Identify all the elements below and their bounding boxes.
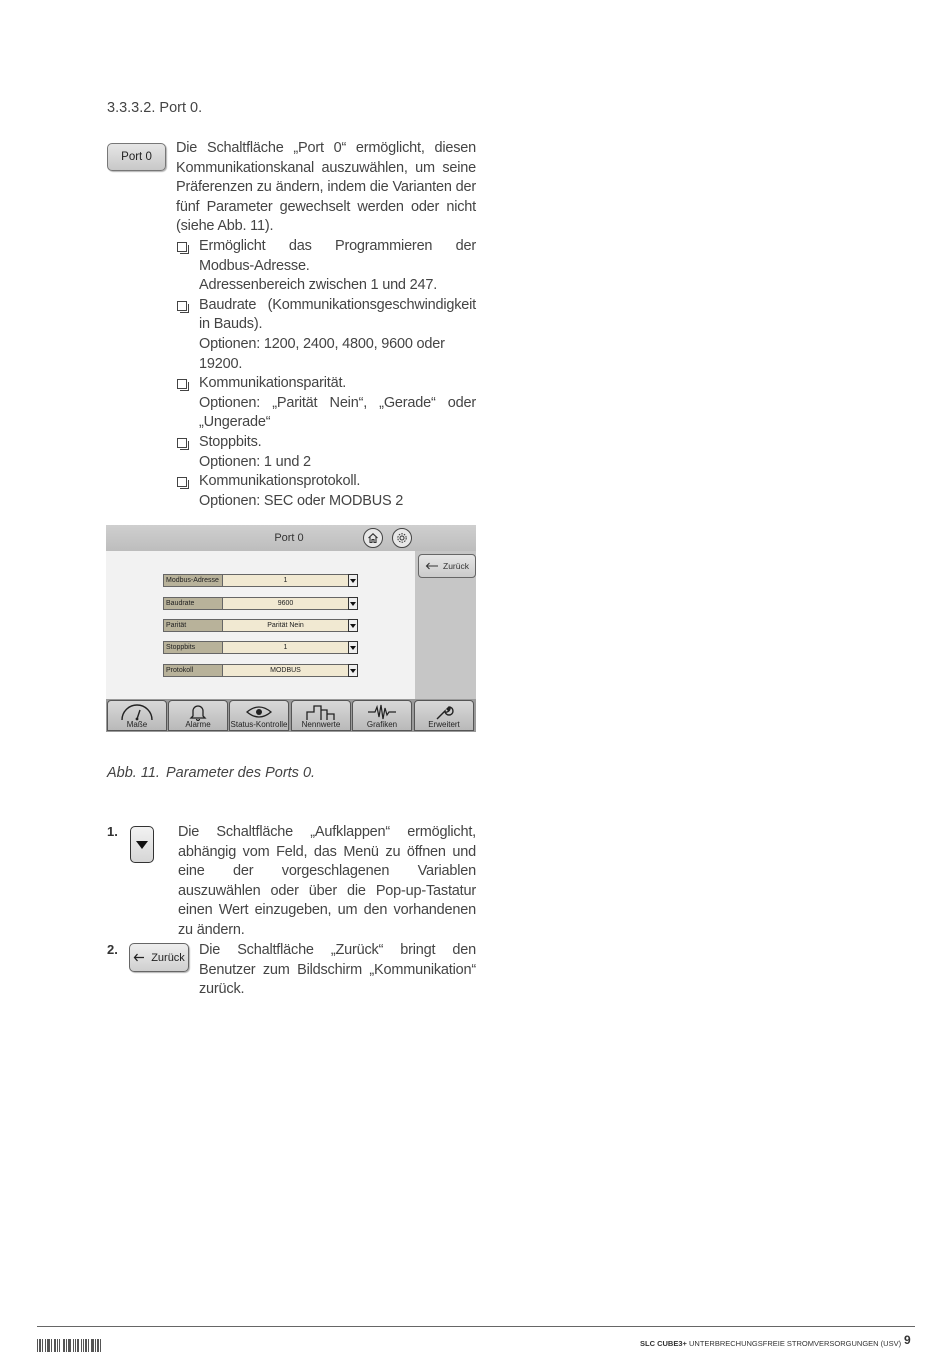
- intro-paragraph: Die Schaltfläche „Port 0“ ermöglicht, diesen Kommunikationskanal auszuwählen, um seine Präferenzen zu ändern, indem die Varianten der fünf Parameter gewechselt werden oder nicht (siehe Abb. 11).: [176, 140, 476, 235]
- figure-caption: Abb. 11. Parameter des Ports 0.: [107, 765, 316, 781]
- back-button-example[interactable]: [129, 943, 189, 972]
- dropdown-arrow-icon[interactable]: [348, 619, 358, 632]
- wrench-icon: [434, 703, 454, 721]
- field-label: Modbus-Adresse: [163, 574, 223, 587]
- field-label: Parität: [163, 619, 223, 632]
- footer-title: SLC CUBE3+ UNTERBRECHUNGSFREIE STROMVERSORGUNGEN (USV): [640, 1339, 902, 1348]
- field-modbus-address: [163, 574, 357, 587]
- checkbox-bullet-icon: [177, 438, 187, 448]
- footer-divider: [37, 1326, 915, 1327]
- checkbox-bullet-icon: [177, 379, 187, 389]
- parameter-list: [176, 237, 476, 511]
- dropdown-arrow-icon[interactable]: [348, 597, 358, 610]
- nav-button-masse[interactable]: Maße: [107, 700, 167, 731]
- port0-button[interactable]: Port 0: [107, 143, 166, 171]
- list-item: Baudrate (Kommunikationsgeschwindigkeit in Bauds). Optionen: 1200, 2400, 4800, 9600 oder 19200.: [176, 296, 476, 374]
- bell-icon: [189, 703, 207, 721]
- home-icon[interactable]: [363, 528, 383, 548]
- gear-icon[interactable]: [392, 528, 412, 548]
- field-label: Baudrate: [163, 597, 223, 610]
- item-number: 1.: [107, 824, 118, 839]
- field-value[interactable]: 9600: [222, 597, 349, 610]
- field-value[interactable]: 1: [222, 641, 349, 654]
- nav-button-alarme[interactable]: Alarme: [168, 700, 228, 731]
- dropdown-arrow-icon[interactable]: [348, 641, 358, 654]
- checkbox-bullet-icon: [177, 242, 187, 252]
- field-parity: [163, 619, 357, 632]
- nav-button-grafiken[interactable]: Grafiken: [352, 700, 412, 731]
- eye-icon: [246, 703, 272, 721]
- back-button-label: Zurück: [151, 951, 185, 964]
- gauge-icon: [120, 703, 154, 721]
- field-protocol: [163, 664, 357, 677]
- dropdown-arrow-icon[interactable]: [348, 574, 358, 587]
- item-number: 2.: [107, 942, 118, 957]
- list-item: Kommunikationsprotokoll. Optionen: SEC oder MODBUS 2: [176, 472, 476, 511]
- back-button-label: Zurück: [443, 561, 469, 571]
- nav-button-nennwerte[interactable]: Nennwerte: [291, 700, 351, 731]
- arrow-left-icon: [425, 562, 439, 570]
- port0-screen-figure: [106, 525, 476, 732]
- section-title: 3.3.3.2. Port 0.: [107, 100, 203, 116]
- nav-button-erweitert[interactable]: Erweitert: [414, 700, 474, 731]
- item-text: Die Schaltfläche „Zurück“ bringt den Benutzer zum Bildschirm „Kommunikation“ zurück.: [199, 942, 476, 998]
- arrow-left-icon: [133, 953, 145, 962]
- back-button[interactable]: [418, 554, 476, 578]
- bottom-navbar: [106, 699, 476, 732]
- item-text: Die Schaltfläche „Aufklappen“ ermöglicht, abhängig vom Feld, das Menü zu öffnen und eine der vorgeschlagenen Variablen auszuwählen oder über die Pop-up-Tastatur einen Wert einzugeben, um den vorhandenen zu ändern.: [178, 824, 476, 938]
- list-item: Stoppbits. Optionen: 1 und 2: [176, 433, 476, 472]
- list-item: Kommunikationsparität. Optionen: „Parität Nein“, „Gerade“ oder „Ungerade“: [176, 374, 476, 433]
- waveform-icon: [367, 703, 397, 721]
- screen-title: Port 0: [274, 532, 304, 544]
- barcode-icon: [37, 1339, 111, 1352]
- dropdown-expand-icon[interactable]: [130, 826, 154, 863]
- page-number: 9: [904, 1333, 911, 1347]
- list-item: Ermöglicht das Programmieren der Modbus-Adresse. Adressenbereich zwischen 1 und 247.: [176, 237, 476, 296]
- checkbox-bullet-icon: [177, 301, 187, 311]
- dropdown-arrow-icon[interactable]: [348, 664, 358, 677]
- field-value[interactable]: 1: [222, 574, 349, 587]
- nav-button-status-kontrolle[interactable]: Status-Kontrolle: [229, 700, 289, 731]
- bar-chart-icon: [306, 703, 336, 721]
- field-label: Protokoll: [163, 664, 223, 677]
- field-stopbits: [163, 641, 357, 654]
- field-label: Stoppbits: [163, 641, 223, 654]
- field-baudrate: [163, 597, 357, 610]
- field-value[interactable]: Parität Nein: [222, 619, 349, 632]
- checkbox-bullet-icon: [177, 477, 187, 487]
- field-value[interactable]: MODBUS: [222, 664, 349, 677]
